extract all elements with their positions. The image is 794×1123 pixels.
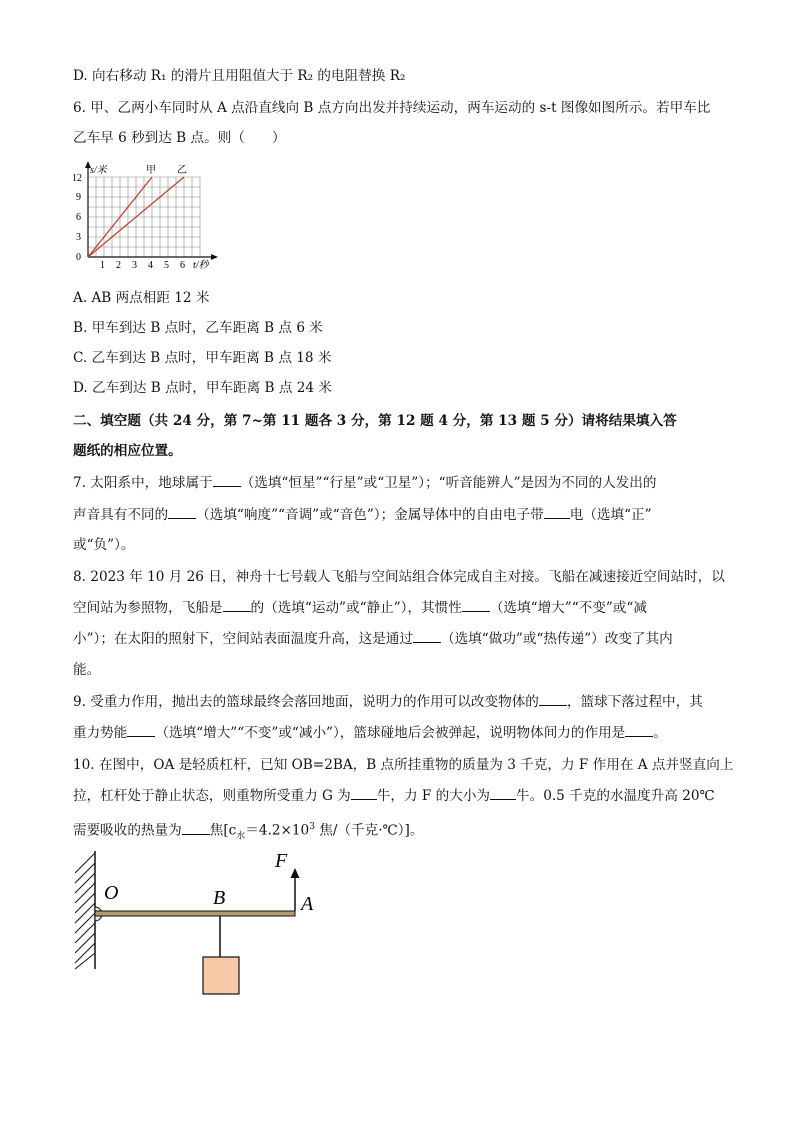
q6-option-d: D. 乙车到达 B 点时，甲车距离 B 点 24 米	[73, 380, 332, 396]
q6-stem-line1: 6. 甲、乙两小车同时从 A 点沿直线向 B 点方向出发并持续运动，两车运动的 s-t 图像如图所示。若甲车比	[73, 100, 711, 116]
label-o: O	[104, 882, 119, 904]
q10-text-7: 焦/（千克·℃）]。	[314, 822, 424, 839]
q10-line3	[73, 817, 423, 846]
y-tick-0: 0	[76, 252, 81, 263]
q6-stem-line2: 乙车早 6 秒到达 B 点。则（ ）	[73, 130, 286, 146]
q10-line1: 10. 在图中，OA 是轻质杠杆，已知 OB=2BA，B 点所挂重物的质量为 3 千克，力 F 作用在 A 点并竖直向上	[73, 757, 734, 773]
q10-text-5: 焦[c	[209, 822, 237, 839]
q8-blank-1[interactable]	[223, 611, 251, 612]
q7-blank-2[interactable]	[168, 518, 196, 519]
series-label-jia: 甲	[146, 165, 156, 176]
label-b: B	[213, 887, 226, 909]
x-tick-2: 2	[116, 260, 121, 271]
q10-sub-water: 水	[236, 831, 246, 842]
y-tick-9: 9	[76, 192, 81, 203]
series-label-yi: 乙	[177, 165, 187, 176]
x-tick-5: 5	[164, 260, 169, 271]
q10-text-6: ＝4.2×10	[245, 822, 310, 839]
q5-option-d: D. 向右移动 R₁ 的滑片且用阻值大于 R₂ 的电阻替换 R₂	[73, 68, 406, 84]
q7-text-4: （选填“响度”“音调”或“音色”）；金属导体中的自由电子带	[196, 507, 544, 523]
lever-diagram	[68, 845, 328, 1005]
q7-text-5: 电（选填“正”	[569, 507, 652, 523]
q8-blank-2[interactable]	[462, 611, 490, 612]
q8-text-4: 小”）；在太阳的照射下，空间站表面温度升高，这是通过	[73, 631, 413, 647]
q10-sup-3: 3	[309, 822, 315, 832]
y-tick-12: 12	[72, 173, 82, 184]
label-f: F	[275, 850, 288, 872]
q10-line2	[73, 786, 715, 806]
wall-hatching	[75, 853, 95, 969]
weight-block	[203, 957, 239, 994]
q6-option-b: B. 甲车到达 B 点时，乙车距离 B 点 6 米	[73, 320, 323, 336]
q7-blank-3[interactable]	[544, 518, 570, 519]
q7-blank-1[interactable]	[213, 486, 241, 487]
q6-option-a: A. AB 两点相距 12 米	[73, 290, 210, 306]
q9-blank-1[interactable]	[539, 705, 567, 706]
q9-text-1: 9. 受重力作用，抛出去的篮球最终会落回地面，说明力的作用可以改变物体的	[73, 694, 539, 710]
x-tick-1: 1	[100, 260, 105, 271]
lever-rod	[95, 911, 295, 916]
q6-option-c: C. 乙车到达 B 点时，甲车距离 B 点 18 米	[73, 350, 332, 366]
q7-text-1: 7. 太阳系中，地球属于	[73, 475, 213, 491]
force-arrow-head	[291, 868, 300, 878]
y-tick-3: 3	[76, 232, 81, 243]
q9-blank-3[interactable]	[625, 736, 653, 737]
q8-blank-3[interactable]	[413, 642, 441, 643]
q9-text-3: 重力势能	[73, 725, 128, 741]
q9-text-2: ，篮球下落过程中，其	[566, 694, 703, 710]
q9-line1	[73, 692, 703, 712]
q10-text-1: 拉，杠杆处于静止状态，则重物所受重力 G 为	[73, 788, 351, 804]
q9-blank-2[interactable]	[127, 736, 155, 737]
q8-text-5: （选填“做功”或“热传递”）改变了其内	[441, 631, 673, 647]
section2-heading-line1: 二、填空题（共 24 分，第 7~第 11 题各 3 分，第 12 题 4 分，第 13 题 5 分）请将结果填入答	[73, 413, 677, 429]
q8-line4: 能。	[73, 662, 101, 678]
q8-line3	[73, 629, 673, 649]
q9-text-4: （选填“增大”“不变”或“减小”），篮球碰地后会被弹起，说明物体间力的作用是	[155, 725, 626, 741]
y-axis-label: s/米	[90, 165, 107, 176]
q8-text-2: 的（选填“运动”或“静止”），其惯性	[250, 600, 462, 616]
q7-text-3: 声音具有不同的	[73, 507, 169, 523]
q10-text-3: 牛。0.5 千克的水温度升高 20℃	[516, 788, 715, 804]
x-axis-label: t/秒	[193, 260, 209, 271]
x-tick-3: 3	[132, 260, 137, 271]
q10-blank-1[interactable]	[351, 799, 377, 800]
q10-blank-3[interactable]	[182, 834, 210, 835]
q10-text-4: 需要吸收的热量为	[73, 822, 182, 839]
q7-line1	[73, 473, 656, 493]
q7-text-2: （选填“恒星”“行星”或“卫星”）；“听音能辨人”是因为不同的人发出的	[240, 475, 657, 491]
q10-text-2: 牛，力 F 的大小为	[376, 788, 491, 804]
q9-text-5: 。	[653, 725, 667, 741]
st-graph	[70, 158, 220, 273]
x-axis-arrow	[211, 254, 218, 260]
y-tick-6: 6	[76, 212, 81, 223]
q8-line1: 8. 2023 年 10 月 26 日，神舟十七号载人飞船与空间站组合体完成自主对接。飞船在减速接近空间站时，以	[73, 569, 725, 585]
q7-line3: 或“负”）。	[73, 537, 135, 553]
section2-heading-line2: 题纸的相应位置。	[73, 443, 182, 459]
q10-blank-2[interactable]	[490, 799, 516, 800]
label-a: A	[301, 893, 314, 915]
q8-text-1: 空间站为参照物，飞船是	[73, 600, 223, 616]
q8-line2	[73, 598, 647, 618]
x-tick-6: 6	[180, 260, 185, 271]
grid	[88, 177, 200, 257]
q7-line2	[73, 505, 652, 525]
q9-line2	[73, 723, 667, 743]
q8-text-3: （选填“增大”“不变”或“减	[489, 600, 647, 616]
x-tick-4: 4	[148, 260, 153, 271]
